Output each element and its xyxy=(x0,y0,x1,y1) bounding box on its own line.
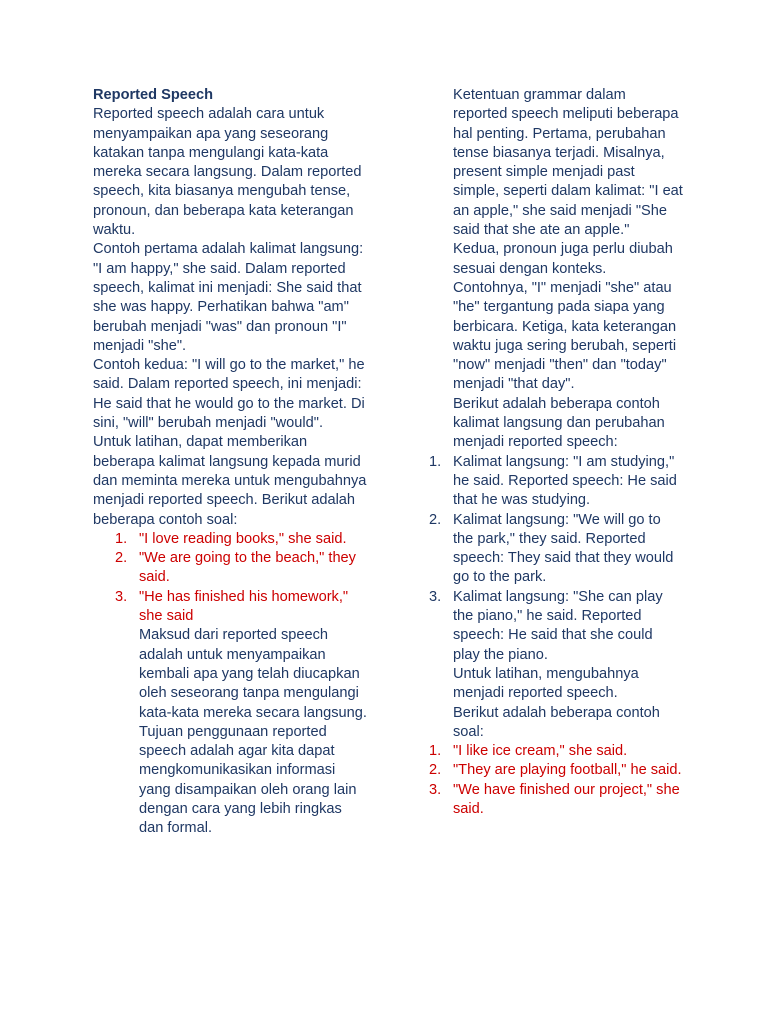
list-item xyxy=(429,511,683,588)
list-text: "We are going to the beach," they said. xyxy=(139,550,356,586)
right-column xyxy=(429,86,683,819)
list-text: "I like ice cream," she said. xyxy=(453,743,628,760)
paragraph: Berikut adalah beberapa contoh soal: xyxy=(453,704,660,740)
paragraph: Contoh kedua: "I will go to the market," he said. Dalam reported speech, ini menjadi: He said that he would go to the market. Di sini, "will" berubah menjadi "would". xyxy=(93,357,365,432)
left-column xyxy=(93,86,368,839)
list-item xyxy=(93,588,368,627)
list-item xyxy=(429,588,683,742)
list-item xyxy=(429,742,683,761)
list-text: "They are playing football," he said. xyxy=(453,762,682,779)
list-number: 1. xyxy=(429,453,442,470)
list-item xyxy=(93,549,368,588)
list-text: Kalimat langsung: "We will go to the park," they said. Reported speech: They said that they would go to the park. xyxy=(453,511,674,586)
list-number: 1. xyxy=(429,743,442,760)
list-text: "I love reading books," she said. xyxy=(139,530,347,547)
list-number: 2. xyxy=(429,762,442,779)
paragraph: Contoh pertama adalah kalimat langsung: "I am happy," she said. Dalam reported speech, kalimat ini menjadi: She said that she was happy. Perhatikan bahwa "am" berubah menjadi "was" dan pronoun "I" menjadi "she". xyxy=(93,241,364,354)
list-item xyxy=(93,530,368,549)
exercise-list xyxy=(429,742,683,819)
list-text: Kalimat langsung: "I am studying," he said. Reported speech: He said that he was studying. xyxy=(453,453,677,509)
paragraph: Tujuan penggunaan reported speech adalah agar kita dapat mengkomunikasikan informasi yang disampaikan oleh orang lain dengan cara yang lebih ringkas dan formal. xyxy=(139,723,357,837)
example-list xyxy=(429,453,683,742)
list-number: 3. xyxy=(429,588,442,605)
paragraph: Berikut adalah beberapa contoh kalimat langsung dan perubahan menjadi reported speech: xyxy=(453,395,665,451)
document-title: Reported Speech xyxy=(93,87,214,103)
list-number: 1. xyxy=(115,530,128,547)
list-number: 3. xyxy=(115,588,128,605)
paragraph: Untuk latihan, mengubahnya menjadi reported speech. xyxy=(453,665,639,702)
list-number: 2. xyxy=(115,550,128,567)
list-text: "We have finished our project," she said. xyxy=(453,781,680,817)
paragraph: Ketentuan grammar dalam reported speech meliputi beberapa hal penting. Pertama, perubahan tense biasanya terjadi. Misalnya, present simple menjadi past simple, seperti dalam kalimat: "I eat an apple," she said menjadi "She said that she ate an apple." xyxy=(453,87,683,239)
list-number: 2. xyxy=(429,511,442,528)
list-text: Kalimat langsung: "She can play the piano," he said. Reported speech: He said that she could play the piano. xyxy=(453,588,663,663)
paragraph: Kedua, pronoun juga perlu diubah sesuai dengan konteks. Contohnya, "I" menjadi "she" atau "he" tergantung pada siapa yang berbicara. Ketiga, kata keterangan waktu juga sering berubah, seperti "now" menjadi "then" dan "today" menjadi "that day". xyxy=(453,241,677,393)
list-item xyxy=(429,761,683,780)
list-item xyxy=(429,781,683,820)
paragraph: Untuk latihan, dapat memberikan beberapa kalimat langsung kepada murid dan meminta mereka untuk mengubahnya menjadi reported speech. Berikut adalah beberapa contoh soal: xyxy=(93,434,367,528)
list-number: 3. xyxy=(429,781,442,798)
exercise-list xyxy=(93,530,368,626)
paragraph: Maksud dari reported speech adalah untuk menyampaikan kembali apa yang telah diucapkan oleh seseorang tanpa mengulangi kata-kata mereka secara langsung. xyxy=(139,627,367,721)
list-text: "He has finished his homework," she said xyxy=(139,588,349,625)
paragraph: Reported speech adalah cara untuk menyampaikan apa yang seseorang katakan tanpa mengulangi kata-kata mereka secara langsung. Dalam reported speech, kita biasanya mengubah tense, pronoun, dan beberapa kata keterangan waktu. xyxy=(93,106,362,239)
list-item xyxy=(429,453,683,511)
